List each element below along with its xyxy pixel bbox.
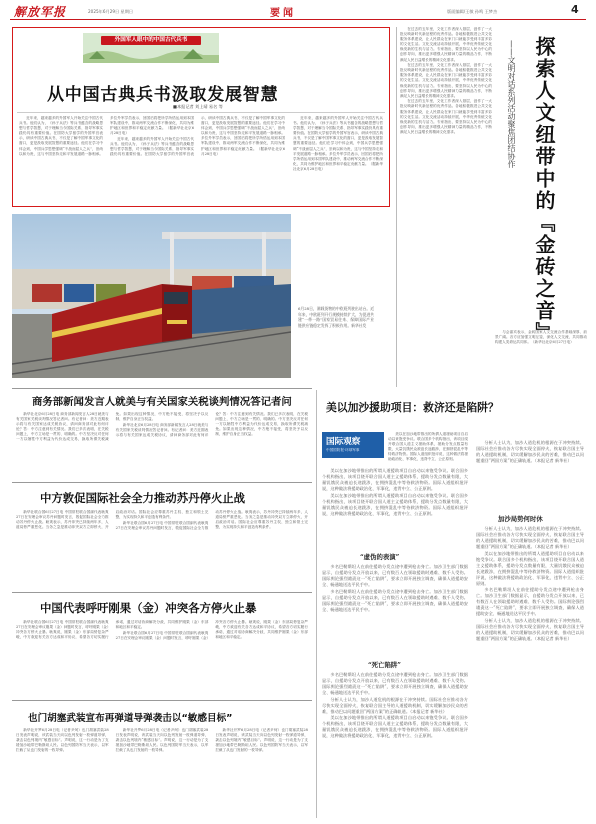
right-article-lead: 美以在加沙地带推出的所谓人道援助项目自启动以来饱受争议。联合国多个机构指出，该项目绕开联合国人道主义援助体系，援助分发点数量有限，大量饥饿民众被迫长途跋涉，在拥挤混乱中等待救济物资。国际人道组织批评说，这种做法将援助政治化、军事化，违背中立、公正原则。	[388, 432, 468, 462]
masthead	[0, 0, 596, 22]
article4-headline: 也门胡塞武装宣布再弹道导弹袭击以“敏感目标”	[28, 713, 233, 724]
train-photo	[12, 214, 291, 378]
feature-byline: ■本报记者 刘上靖 易名 等	[173, 104, 223, 109]
feature-divider	[17, 112, 385, 113]
section-title: 要闻	[270, 8, 296, 19]
article4-body: 新华社开罗6月28日电（记者尹炣）也门胡塞武装28日发表声明说，该武装当天向以色列发射一枚弹道导弹，袭击以色列境内“敏感目标”。声明说，这一行动是为了支援加沙地带巴勒斯坦人民。以色列国防军当天表示，以军拦截了从也门发射的一枚导弹。 新华社开罗6月28日电（记者尹炣）也门胡塞武装28日发表声明说，该武装当天向以色列发射一枚弹道导弹，袭击以色列境内“敏感目标”。声明说，这一行动是为了支援加沙地带巴勒斯坦人民。以色列国防军当天表示，以军拦截了从也门发射的一枚导弹。 新华社开罗6月28日电（记者尹炣）也门胡塞武装28日发表声明说，该武装当天向以色列发射一枚弹道导弹，袭击以色列境内“敏感目标”。声明说，这一行动是为了支援加沙地带巴勒斯坦人民。以色列国防军当天表示，以军拦截了从也门发射的一枚导弹。	[16, 728, 308, 753]
section-rule-2	[12, 482, 312, 483]
sidebar-vertical-subtitle: ——文明对话系列活动聚焦团结协作	[507, 40, 516, 168]
section-rule-4	[12, 700, 312, 701]
feature-body: 近年来，越来越多的外国军人开始关注中国古代兵书。他们认为，《孙子兵法》等兵书蕴含的战略思想与哲学智慧，对于理解当今国际关系、指导军事实践仍具有重要价值。在国防大学留学的外国军官表示，研读中国古典兵书，不仅是了解中国军事文化的窗口，更是汲取发展智慧的重要途径。他们在学习中体会到，中国兵学思想强调“不战而屈人之兵”，崇尚以和为贵，这与中国坚持走和平发展道路一脉相承。多位外军学员表示，回国后将把所学所悟运用到本国军队建设中，推动两军交流合作不断深化，共同为维护地区和世界和平稳定贡献力量。（据新华社北京6月28日电） 近年来，越来越多的外国军人开始关注中国古代兵书。他们认为，《孙子兵法》等兵书蕴含的战略思想与哲学智慧，对于理解当今国际关系、指导军事实践仍具有重要价值。在国防大学留学的外国军官表示，研读中国古典兵书，不仅是了解中国军事文化的窗口，更是汲取发展智慧的重要途径。他们在学习中体会到，中国兵学思想强调“不战而屈人之兵”，崇尚以和为贵，这与中国坚持走和平发展道路一脉相承。多位外军学员表示，回国后将把所学所悟运用到本国军队建设中，推动两军交流合作不断深化，共同为维护地区和世界和平稳定贡献力量。（据新华社北京6月28日电）	[19, 116, 285, 157]
column-tag-sub: 中国国防报·环球军事	[326, 448, 360, 452]
feature-banner-text: 外国军人眼中的中国古代兵书	[114, 37, 188, 43]
right-article-body-3: 多名巴勒斯坦人在前往援助分发点途中遭到枪击身亡。加沙卫生部门数据显示，自援助分发点开放以来，已有数百人在领取援助时遇难、数千人受伤。国际舆论强烈谴责这一“死亡陷阱”，要求立即开展独立调查，确保人道援助安全、畅通地送达平民手中。 分析人士认为，加沙人道危机的根源在于冲突持续。国际社会应推动各方尽快实现全面停火，恢复联合国主导的人道援助机制，切实缓解加沙民众的苦难，推动巴以问题重回“两国方案”的正确轨道。（本报记者 新华社） 美以在加沙地带推出的所谓人道援助项目自启动以来饱受争议。联合国多个机构指出，该项目绕开联合国人道主义援助体系，援助分发点数量有限，大量饥饿民众被迫长途跋涉，在拥挤混乱中等待救济物资。国际人道组织批评说，这种做法将援助政治化、军事化，违背中立、公正原则。	[322, 672, 468, 738]
right-article-headline: 美以加沙援助项目：救济还是陷阱？	[326, 401, 499, 414]
column-divider	[396, 27, 397, 387]
article3-body: 新华社联合国6月27日电 中国常驻联合国副代表耿爽27日在安理会审议刚果（金）问题时发言，呼吁刚果（金）冲突各方停火止暴。耿爽说，刚果（金）东部局势复杂严峻，中方欢迎有关各方达成和平协议，希望各方切实履行承诺，通过对话协商解决分歧，共同维护刚果（金）东部和地区和平稳定。 新华社联合国6月27日电 中国常驻联合国副代表耿爽27日在安理会审议刚果（金）问题时发言，呼吁刚果（金）冲突各方停火止暴。耿爽说，刚果（金）东部局势复杂严峻，中方欢迎有关各方达成和平协议，希望各方切实履行承诺，通过对话协商解决分歧，共同维护刚果（金）东部和地区和平稳定。	[16, 620, 308, 640]
subhead-2: “死亡陷阱”	[368, 661, 401, 669]
subhead-3: 加沙局势何时休	[498, 515, 543, 523]
train-photo-image	[12, 214, 291, 378]
sidebar-body-bottom: 与会嘉宾表示，金砖国家人文交流合作基础深厚、前景广阔。各方应加强文明互鉴，深化人文交流，共同推动构建人类命运共同体。（新华社北京6月27日电）	[495, 330, 587, 345]
newspaper-logo: 解放军报	[14, 5, 67, 19]
editors-line: 版面编辑/王敏 孙鸣 王梦杰	[447, 9, 498, 14]
article2-headline: 中方敦促国际社会全力推动苏丹停火止战	[40, 491, 246, 505]
subhead-1: “虚伪的表演”	[360, 553, 400, 561]
feature-box	[12, 27, 390, 207]
section-rule-3	[12, 592, 312, 593]
article1-body: 新华社北京6月28日电 商务部新闻发言人28日就美与有关国家关税谈判情况答记者问。有记者问：美方近期表示将与有关国家达成关税协议，请问商务部对此有何评论？答：中方注意到有关情况。我们已多次表明，在关税问题上，中方立场是一贯的、明确的。中方坚决反对任何一方以牺牲中方利益为代价达成交易，换取所谓关税减免。如果出现这种情况，中方绝不接受，将坚决予以反制，维护自身正当权益。 新华社北京6月28日电 商务部新闻发言人28日就美与有关国家关税谈判情况答记者问。有记者问：美方近期表示将与有关国家达成关税协议，请问商务部对此有何评论？答：中方注意到有关情况。我们已多次表明，在关税问题上，中方立场是一贯的、明确的。中方坚决反对任何一方以牺牲中方利益为代价达成交易，换取所谓关税减免。如果出现这种情况，中方绝不接受，将坚决予以反制，维护自身正当权益。	[16, 412, 308, 442]
feature-headline: 从中国古典兵书汲取发展智慧	[47, 85, 279, 105]
column-tag-box	[322, 432, 384, 458]
column-tag: 国际观察	[326, 437, 361, 447]
article3-headline: 中国代表呼吁刚果（金）冲突各方停火止暴	[40, 601, 257, 615]
masthead-rule	[10, 19, 586, 20]
photo-caption: 6月28日，满载货物的中欧班列驶出站台。近年来，中欧班列开行规模持续扩大，为促进共建“一带一路”国家贸易往来、保障国际产业链供应链稳定发挥了积极作用。新华社发	[298, 306, 374, 328]
column-divider-lower	[316, 390, 317, 818]
article1-headline: 商务部新闻发言人就美与有关国家关税谈判情况答记者问	[32, 396, 292, 408]
section-rule-1	[12, 388, 312, 389]
right-column-body: 分析人士认为，加沙人道危机的根源在于冲突持续。国际社会应推动各方尽快实现全面停火，恢复联合国主导的人道援助机制，切实缓解加沙民众的苦难，推动巴以问题重回“两国方案”的正确轨道。（本报记者 新华社）	[476, 440, 584, 463]
right-article-body-2: 多名巴勒斯坦人在前往援助分发点途中遭到枪击身亡。加沙卫生部门数据显示，自援助分发点开放以来，已有数百人在领取援助时遇难、数千人受伤。国际舆论强烈谴责这一“死亡陷阱”，要求立即开展独立调查，确保人道援助安全、畅通地送达平民手中。 多名巴勒斯坦人在前往援助分发点途中遭到枪击身亡。加沙卫生部门数据显示，自援助分发点开放以来，已有数百人在领取援助时遇难、数千人受伤。国际舆论强烈谴责这一“死亡陷阱”，要求立即开展独立调查，确保人道援助安全、畅通地送达平民手中。	[322, 564, 468, 612]
sidebar-body-top: 在过去的五年里，文化工作者深入基层，创作了一大批反映新时代新征程的优秀作品。各地积极推进公共文化服务体系建设，让人民群众在家门口就能享受到丰富多彩的文化生活。文化交流活动持续开展，中华优秀传统文化焕发新的生机与活力。专家指出，要坚持以人民为中心的创作导向，推出更多增强人民精神力量的精品力作，不断满足人民日益增长的精神文化需求。 在过去的五年里，文化工作者深入基层，创作了一大批反映新时代新征程的优秀作品。各地积极推进公共文化服务体系建设，让人民群众在家门口就能享受到丰富多彩的文化生活。文化交流活动持续开展，中华优秀传统文化焕发新的生机与活力。专家指出，要坚持以人民为中心的创作导向，推出更多增强人民精神力量的精品力作，不断满足人民日益增长的精神文化需求。 在过去的五年里，文化工作者深入基层，创作了一大批反映新时代新征程的优秀作品。各地积极推进公共文化服务体系建设，让人民群众在家门口就能享受到丰富多彩的文化生活。文化交流活动持续开展，中华优秀传统文化焕发新的生机与活力。专家指出，要坚持以人民为中心的创作导向，推出更多增强人民精神力量的精品力作，不断满足人民日益增长的精神文化需求。	[400, 27, 492, 134]
sidebar-vertical-title: 探索人文纽带中的『金砖之音』	[532, 36, 556, 344]
right-article-body-1: 美以在加沙地带推出的所谓人道援助项目自启动以来饱受争议。联合国多个机构指出，该项目绕开联合国人道主义援助体系，援助分发点数量有限，大量饥饿民众被迫长途跋涉，在拥挤混乱中等待救济物资。国际人道组织批评说，这种做法将援助政治化、军事化，违背中立、公正原则。 美以在加沙地带推出的所谓人道援助项目自启动以来饱受争议。联合国多个机构指出，该项目绕开联合国人道主义援助体系，援助分发点数量有限，大量饥饿民众被迫长途跋涉，在拥挤混乱中等待救济物资。国际人道组织批评说，这种做法将援助政治化、军事化，违背中立、公正原则。	[322, 468, 468, 516]
page-number: 4	[571, 3, 579, 16]
feature-banner	[83, 33, 219, 63]
feature-body-end: 近年来，越来越多的外国军人开始关注中国古代兵书。他们认为，《孙子兵法》等兵书蕴含的战略思想与哲学智慧，对于理解当今国际关系、指导军事实践仍具有重要价值。在国防大学留学的外国军官表示，研读中国古典兵书，不仅是了解中国军事文化的窗口，更是汲取发展智慧的重要途径。他们在学习中体会到，中国兵学思想强调“不战而屈人之兵”，崇尚以和为贵，这与中国坚持走和平发展道路一脉相承。多位外军学员表示，回国后将把所学所悟运用到本国军队建设中，推动两军交流合作不断深化，共同为维护地区和世界和平稳定贡献力量。（据新华社北京6月28日电）	[293, 116, 383, 171]
right-column-body-2: 分析人士认为，加沙人道危机的根源在于冲突持续。国际社会应推动各方尽快实现全面停火，恢复联合国主导的人道援助机制，切实缓解加沙民众的苦难，推动巴以问题重回“两国方案”的正确轨道。（本报记者 新华社） 美以在加沙地带推出的所谓人道援助项目自启动以来饱受争议。联合国多个机构指出，该项目绕开联合国人道主义援助体系，援助分发点数量有限，大量饥饿民众被迫长途跋涉，在拥挤混乱中等待救济物资。国际人道组织批评说，这种做法将援助政治化、军事化，违背中立、公正原则。 多名巴勒斯坦人在前往援助分发点途中遭到枪击身亡。加沙卫生部门数据显示，自援助分发点开放以来，已有数百人在领取援助时遇难、数千人受伤。国际舆论强烈谴责这一“死亡陷阱”，要求立即开展独立调查，确保人道援助安全、畅通地送达平民手中。 分析人士认为，加沙人道危机的根源在于冲突持续。国际社会应推动各方尽快实现全面停火，恢复联合国主导的人道援助机制，切实缓解加沙民众的苦难，推动巴以问题重回“两国方案”的正确轨道。（本报记者 新华社）	[476, 526, 584, 641]
date-line: 2025年6月29日 星期日	[88, 9, 134, 14]
article2-body: 新华社联合国6月27日电 中国常驻联合国副代表耿爽27日在安理会审议苏丹问题时发言，敦促国际社会全力推动苏丹停火止战。耿爽表示，苏丹冲突已持续两年多，人道局势严重恶化。当务之急是推动冲突双方立即停火，开启政治对话。国际社会应尊重苏丹主权、独立和领土完整，为实现持久和平创造有利条件。 新华社联合国6月27日电 中国常驻联合国副代表耿爽27日在安理会审议苏丹问题时发言，敦促国际社会全力推动苏丹停火止战。耿爽表示，苏丹冲突已持续两年多，人道局势严重恶化。当务之急是推动冲突双方立即停火，开启政治对话。国际社会应尊重苏丹主权、独立和领土完整，为实现持久和平创造有利条件。	[16, 510, 308, 530]
